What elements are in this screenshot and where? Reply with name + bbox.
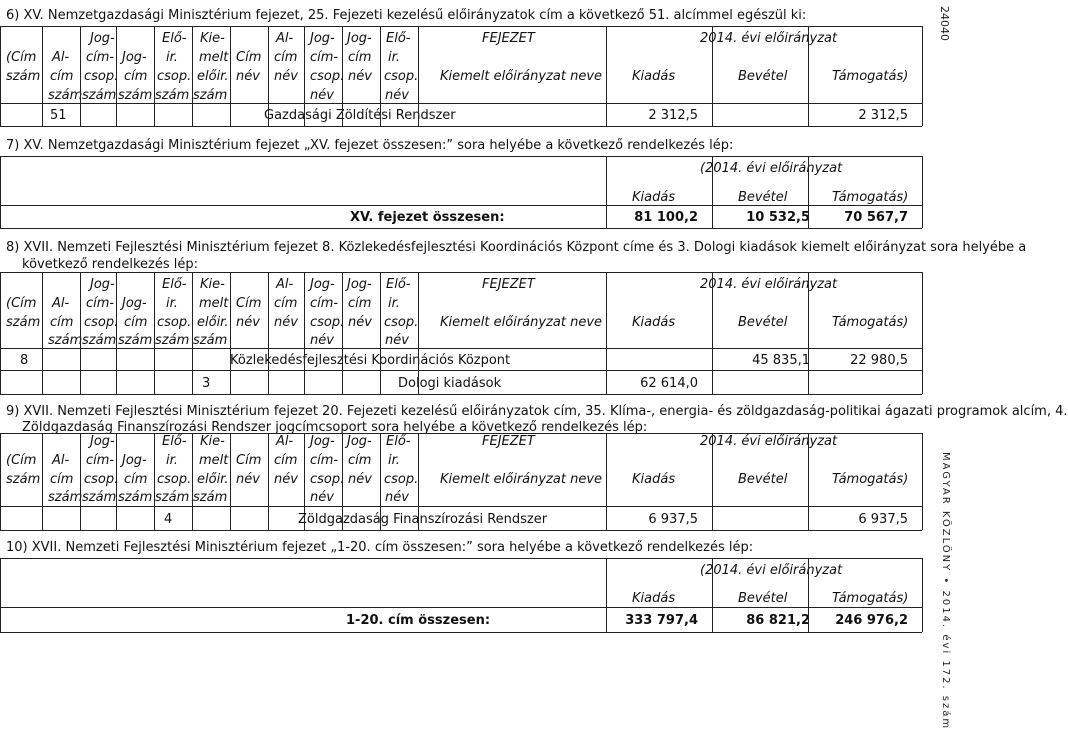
grid-line xyxy=(342,272,343,394)
hdr-cell: Jog- xyxy=(310,434,335,449)
s10-bevetel: Bevétel xyxy=(738,591,788,606)
grid-line xyxy=(606,558,607,632)
hdr-cell: szám xyxy=(155,333,190,348)
hdr-cell: név xyxy=(348,315,372,330)
hdr-kiemelt: Kiemelt előirányzat neve xyxy=(440,315,603,330)
hdr-cell: Al- xyxy=(52,50,70,65)
s10-kiadas: Kiadás xyxy=(632,591,676,606)
hdr-cell: név xyxy=(348,472,372,487)
hdr-fejezet: FEJEZET xyxy=(482,434,535,449)
hdr-cell: Cím xyxy=(236,50,262,65)
hdr-cell: név xyxy=(236,472,260,487)
hdr-cell: Elő- xyxy=(386,434,411,449)
hdr-cell: ir. xyxy=(166,453,178,468)
s10-total-kiadas: 333 797,4 xyxy=(625,613,698,628)
table-rule xyxy=(0,103,922,104)
hdr-cell: név xyxy=(236,315,260,330)
section-9-line2: Zöldgazdaság Finanszírozási Rendszer jogcímcsoport sora helyébe a következő rendelkezés lép: xyxy=(22,420,648,435)
section-7-text: 7) XV. Nemzetgazdasági Minisztérium fejezet „XV. fejezet összesen:” sora helyébe a következő rendelkezés lép: xyxy=(6,138,734,153)
hdr-ev: 2014. évi előirányzat xyxy=(700,434,838,449)
hdr-cell: csop. xyxy=(384,472,419,487)
hdr-cell: melt xyxy=(199,296,229,311)
hdr-ev: 2014. évi előirányzat xyxy=(700,31,838,46)
grid-line xyxy=(0,156,1,228)
hdr-cell: cím- xyxy=(86,50,115,65)
hdr-cell: szám xyxy=(118,88,153,103)
section-8-line1: 8) XVII. Nemzeti Fejlesztési Minisztérium fejezet 8. Közlekedésfejlesztési Koordinációs Központ címe és 3. Dologi kiadások kiemelt előirányzat sora helyébe a xyxy=(6,240,1027,255)
grid-line xyxy=(922,272,923,394)
hdr-fejezet: FEJEZET xyxy=(482,31,535,46)
hdr-cell: cím xyxy=(348,50,372,65)
hdr-cell: Elő- xyxy=(162,277,187,292)
hdr-cell: szám xyxy=(6,315,41,330)
row-tamogatas: 22 980,5 xyxy=(850,353,908,368)
hdr-cell: (Cím xyxy=(6,453,37,468)
grid-line xyxy=(342,26,343,126)
s7-total-tamogatas: 70 567,7 xyxy=(844,210,908,225)
hdr-cell: szám xyxy=(118,490,153,505)
hdr-kiadas: Kiadás xyxy=(632,472,676,487)
s7-ev: (2014. évi előirányzat xyxy=(700,161,843,176)
hdr-cell: Jog- xyxy=(122,296,147,311)
hdr-cell: előir. xyxy=(197,472,229,487)
hdr-cell: ir. xyxy=(388,296,400,311)
table-rule xyxy=(0,228,922,229)
grid-line xyxy=(230,26,231,126)
s10-ev: (2014. évi előirányzat xyxy=(700,563,843,578)
hdr-cell: cím xyxy=(124,315,148,330)
hdr-cell: cím- xyxy=(310,50,339,65)
hdr-cell: előir. xyxy=(197,315,229,330)
grid-line xyxy=(808,433,809,530)
grid-line xyxy=(268,26,269,126)
hdr-cell: szám xyxy=(6,69,41,84)
grid-line xyxy=(42,433,43,530)
hdr-cell: ir. xyxy=(388,453,400,468)
grid-line xyxy=(712,272,713,394)
hdr-cell: Jog- xyxy=(310,31,335,46)
hdr-cell: cím xyxy=(50,472,74,487)
section-6-text: 6) XV. Nemzetgazdasági Minisztérium fejezet, 25. Fejezeti kezelésű előirányzatok cím a következő 51. alcímmel egészül ki: xyxy=(6,8,807,23)
hdr-cell: csop. xyxy=(384,315,419,330)
row-kiadas: 45 835,1 xyxy=(752,353,810,368)
hdr-cell: Jog- xyxy=(122,50,147,65)
grid-line xyxy=(342,433,343,530)
hdr-bevetel: Bevétel xyxy=(738,315,788,330)
grid-line xyxy=(154,433,155,530)
hdr-cell: Jog- xyxy=(347,31,372,46)
row-code: 51 xyxy=(50,108,67,123)
hdr-cell: név xyxy=(385,490,409,505)
s7-tamogatas: Támogatás) xyxy=(832,190,909,205)
grid-line xyxy=(80,26,81,126)
hdr-cell: csop. xyxy=(157,315,192,330)
hdr-cell: Cím xyxy=(236,296,262,311)
hdr-cell: Jog- xyxy=(347,277,372,292)
hdr-cell: ir. xyxy=(388,50,400,65)
row-kiadas: 2 312,5 xyxy=(648,108,698,123)
hdr-tamogatas: Támogatás) xyxy=(832,315,909,330)
table-rule xyxy=(0,205,922,206)
grid-line xyxy=(304,26,305,126)
hdr-cell: cím xyxy=(348,453,372,468)
grid-line xyxy=(606,433,607,530)
hdr-cell: Al- xyxy=(276,434,294,449)
hdr-cell: ir. xyxy=(166,50,178,65)
hdr-cell: név xyxy=(274,472,298,487)
hdr-cell: Jog- xyxy=(90,277,115,292)
grid-line xyxy=(922,26,923,126)
grid-line xyxy=(80,272,81,394)
s7-total-kiadas: 81 100,2 xyxy=(634,210,698,225)
table-rule xyxy=(0,558,922,559)
grid-line xyxy=(154,272,155,394)
hdr-kiemelt: Kiemelt előirányzat neve xyxy=(440,69,603,84)
hdr-cell: csop. xyxy=(310,315,345,330)
hdr-cell: szám xyxy=(48,88,83,103)
hdr-cell: csop. xyxy=(84,69,119,84)
hdr-cell: szám xyxy=(82,490,117,505)
hdr-cell: cím xyxy=(274,296,298,311)
grid-line xyxy=(418,272,419,394)
hdr-cell: Jog- xyxy=(122,453,147,468)
grid-line xyxy=(0,26,1,126)
grid-line xyxy=(712,26,713,126)
hdr-cell: szám xyxy=(82,333,117,348)
grid-line xyxy=(418,26,419,126)
row-code: 4 xyxy=(164,512,173,527)
grid-line xyxy=(606,26,607,126)
table-rule xyxy=(0,394,922,395)
hdr-cell: melt xyxy=(199,50,229,65)
hdr-cell: csop. xyxy=(157,69,192,84)
hdr-cell: Jog- xyxy=(310,277,335,292)
grid-line xyxy=(380,433,381,530)
s7-kiadas: Kiadás xyxy=(632,190,676,205)
hdr-cell: cím xyxy=(50,69,74,84)
table-rule xyxy=(0,348,922,349)
row-code: 8 xyxy=(20,353,29,368)
grid-line xyxy=(922,558,923,632)
table-rule xyxy=(0,370,922,371)
hdr-cell: melt xyxy=(199,453,229,468)
grid-line xyxy=(116,272,117,394)
grid-line xyxy=(268,433,269,530)
grid-line xyxy=(380,26,381,126)
s10-total-label: 1-20. cím összesen: xyxy=(346,613,491,628)
table-rule xyxy=(0,26,922,27)
grid-line xyxy=(0,433,1,530)
hdr-tamogatas: Támogatás) xyxy=(832,69,909,84)
grid-line xyxy=(712,558,713,632)
grid-line xyxy=(116,26,117,126)
hdr-cell: Jog- xyxy=(90,434,115,449)
hdr-cell: ir. xyxy=(166,296,178,311)
hdr-cell: Al- xyxy=(52,296,70,311)
hdr-cell: Elő- xyxy=(386,277,411,292)
grid-line xyxy=(230,272,231,394)
grid-line xyxy=(922,433,923,530)
hdr-cell: név xyxy=(310,490,334,505)
grid-line xyxy=(418,433,419,530)
hdr-cell: cím- xyxy=(86,453,115,468)
table-rule xyxy=(0,126,922,127)
hdr-cell: név xyxy=(385,333,409,348)
hdr-cell: szám xyxy=(193,333,228,348)
hdr-cell: Kie- xyxy=(200,31,225,46)
table-rule xyxy=(0,506,922,507)
hdr-cell: szám xyxy=(193,88,228,103)
hdr-cell: cím- xyxy=(310,296,339,311)
hdr-cell: cím- xyxy=(310,453,339,468)
hdr-cell: csop. xyxy=(310,472,345,487)
grid-line xyxy=(712,433,713,530)
hdr-cell: Al- xyxy=(52,453,70,468)
table-rule xyxy=(0,156,922,157)
journal-side-header: MAGYAR KÖZLÖNY • 2014. évi 172. szám xyxy=(940,452,951,730)
hdr-cell: Cím xyxy=(236,453,262,468)
section-8-line2: következő rendelkezés lép: xyxy=(22,257,198,272)
grid-line xyxy=(808,26,809,126)
section-10-text: 10) XVII. Nemzeti Fejlesztési Minisztérium fejezet „1-20. cím összesen:” sora helyébe a következő rendelkezés lép: xyxy=(6,540,754,555)
hdr-cell: szám xyxy=(48,490,83,505)
hdr-cell: szám xyxy=(6,472,41,487)
hdr-cell: Al- xyxy=(276,277,294,292)
grid-line xyxy=(304,433,305,530)
row-name: Zöldgazdaság Finanszírozási Rendszer xyxy=(298,512,548,527)
hdr-bevetel: Bevétel xyxy=(738,472,788,487)
grid-line xyxy=(712,156,713,228)
grid-line xyxy=(0,558,1,632)
grid-line xyxy=(192,26,193,126)
hdr-cell: Kie- xyxy=(200,277,225,292)
hdr-cell: Elő- xyxy=(162,434,187,449)
grid-line xyxy=(606,156,607,228)
hdr-kiadas: Kiadás xyxy=(632,69,676,84)
hdr-cell: Jog- xyxy=(347,434,372,449)
hdr-cell: cím- xyxy=(86,296,115,311)
hdr-cell: (Cím xyxy=(6,296,37,311)
hdr-cell: név xyxy=(274,315,298,330)
hdr-cell: csop. xyxy=(157,472,192,487)
hdr-cell: szám xyxy=(155,490,190,505)
row-name: Dologi kiadások xyxy=(398,376,502,391)
grid-line xyxy=(808,558,809,632)
grid-line xyxy=(380,272,381,394)
row-kiadas: 62 614,0 xyxy=(640,376,698,391)
hdr-ev: 2014. évi előirányzat xyxy=(700,277,838,292)
hdr-cell: csop. xyxy=(84,472,119,487)
page-number: 24040 xyxy=(938,6,951,41)
hdr-cell: Kie- xyxy=(200,434,225,449)
row-tamogatas: 6 937,5 xyxy=(858,512,908,527)
hdr-cell: név xyxy=(310,88,334,103)
hdr-kiadas: Kiadás xyxy=(632,315,676,330)
hdr-cell: cím xyxy=(274,50,298,65)
table-rule xyxy=(0,607,922,608)
hdr-cell: név xyxy=(385,88,409,103)
row-kiadas: 6 937,5 xyxy=(648,512,698,527)
row-name: Gazdasági Zöldítési Rendszer xyxy=(264,108,456,123)
grid-line xyxy=(80,433,81,530)
table-rule xyxy=(0,272,922,273)
hdr-cell: szám xyxy=(48,333,83,348)
s10-tamogatas: Támogatás) xyxy=(832,591,909,606)
s10-total-bevetel: 86 821,2 xyxy=(746,613,810,628)
hdr-tamogatas: Támogatás) xyxy=(832,472,909,487)
grid-line xyxy=(230,433,231,530)
hdr-cell: Elő- xyxy=(162,31,187,46)
grid-line xyxy=(606,272,607,394)
row-name: Közlekedésfejlesztési Koordinációs Központ xyxy=(230,353,511,368)
grid-line xyxy=(42,272,43,394)
hdr-cell: csop. xyxy=(84,315,119,330)
hdr-cell: Al- xyxy=(276,31,294,46)
grid-line xyxy=(922,156,923,228)
hdr-cell: szám xyxy=(193,490,228,505)
s7-total-label: XV. fejezet összesen: xyxy=(350,210,505,225)
hdr-fejezet: FEJEZET xyxy=(482,277,535,292)
hdr-cell: csop. xyxy=(310,69,345,84)
grid-line xyxy=(808,272,809,394)
table-rule xyxy=(0,632,922,633)
hdr-cell: név xyxy=(310,333,334,348)
grid-line xyxy=(42,26,43,126)
hdr-cell: cím xyxy=(124,69,148,84)
hdr-bevetel: Bevétel xyxy=(738,69,788,84)
hdr-cell: csop. xyxy=(384,69,419,84)
grid-line xyxy=(116,433,117,530)
hdr-cell: név xyxy=(236,69,260,84)
hdr-cell: cím xyxy=(124,472,148,487)
hdr-cell: név xyxy=(348,69,372,84)
grid-line xyxy=(192,433,193,530)
s10-total-tamogatas: 246 976,2 xyxy=(835,613,908,628)
hdr-cell: cím xyxy=(348,296,372,311)
hdr-cell: Elő- xyxy=(386,31,411,46)
s7-total-bevetel: 10 532,5 xyxy=(746,210,810,225)
grid-line xyxy=(154,26,155,126)
hdr-cell: szám xyxy=(118,333,153,348)
hdr-kiemelt: Kiemelt előirányzat neve xyxy=(440,472,603,487)
grid-line xyxy=(268,272,269,394)
row-tamogatas: 2 312,5 xyxy=(858,108,908,123)
hdr-cell: név xyxy=(274,69,298,84)
grid-line xyxy=(304,272,305,394)
hdr-cell: előir. xyxy=(197,69,229,84)
grid-line xyxy=(0,272,1,394)
hdr-cell: Jog- xyxy=(90,31,115,46)
hdr-cell: cím xyxy=(50,315,74,330)
hdr-cell: cím xyxy=(274,453,298,468)
table-rule xyxy=(0,530,922,531)
section-9-line1: 9) XVII. Nemzeti Fejlesztési Minisztérium fejezet 20. Fejezeti kezelésű előirányzatok cím, 35. Klíma-, energia- és zöldgazdaság-politikai ágazati programok alcím, 4. xyxy=(6,404,1068,419)
grid-line xyxy=(192,272,193,394)
grid-line xyxy=(808,156,809,228)
hdr-cell: szám xyxy=(155,88,190,103)
hdr-cell: szám xyxy=(82,88,117,103)
s7-bevetel: Bevétel xyxy=(738,190,788,205)
row-code: 3 xyxy=(202,376,211,391)
hdr-cell: (Cím xyxy=(6,50,37,65)
